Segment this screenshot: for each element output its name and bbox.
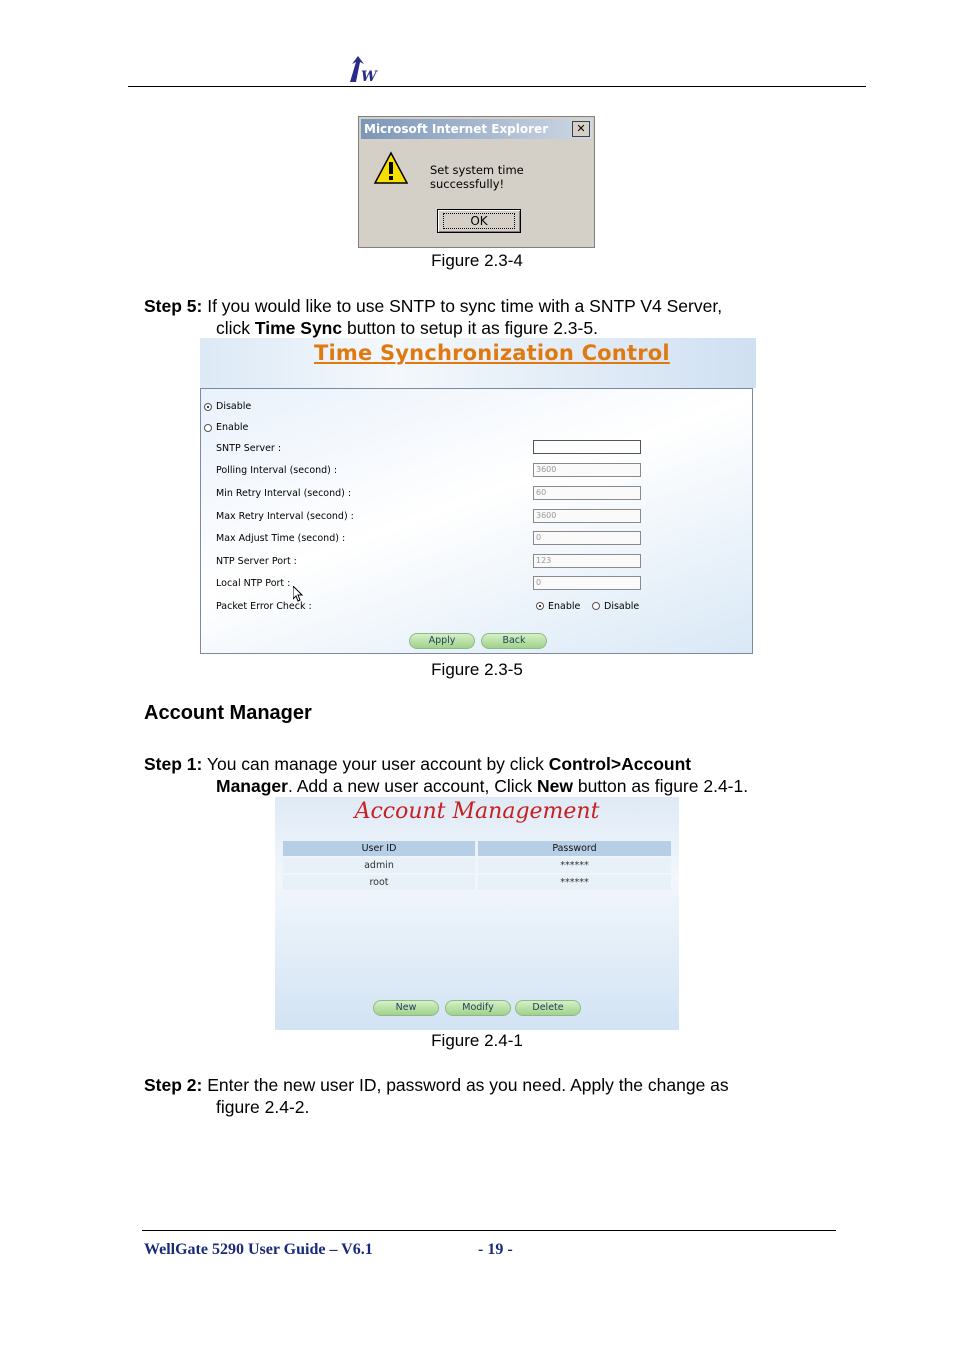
footer-rule: [142, 1230, 836, 1231]
apply-button[interactable]: Apply: [409, 633, 475, 649]
table-cell-pass[interactable]: ******: [478, 875, 671, 890]
ok-button[interactable]: [437, 209, 521, 233]
section-heading: Account Manager: [144, 702, 312, 724]
modify-button[interactable]: Modify: [445, 1000, 511, 1016]
table-cell-user[interactable]: root: [283, 875, 475, 890]
step5-paragraph: [144, 295, 844, 339]
header-rule: [128, 86, 866, 87]
ntp-server-port-input[interactable]: 123: [533, 554, 641, 568]
field-label: Max Retry Interval (second) :: [216, 511, 354, 522]
packet-disable-label: Disable: [604, 601, 640, 612]
step-text: button as figure 2.4-1.: [572, 776, 749, 796]
local-ntp-port-input[interactable]: 0: [533, 576, 641, 590]
dialog-message: Set system time successfully!: [430, 163, 524, 191]
step1-paragraph: [144, 753, 844, 797]
step-text: click: [216, 318, 255, 338]
table-cell-user[interactable]: admin: [283, 858, 475, 873]
step-label: Step 2:: [144, 1075, 203, 1095]
step-bold: Time Sync: [254, 318, 343, 338]
warning-icon: [373, 151, 409, 187]
wellgate-logo-icon: [348, 56, 380, 84]
ie-alert-dialog: [358, 116, 595, 248]
packet-error-label: Packet Error Check :: [216, 601, 312, 612]
step-label: Step 1:: [144, 754, 203, 774]
field-label: Max Adjust Time (second) :: [216, 533, 346, 544]
close-icon[interactable]: ✕: [572, 121, 590, 137]
time-sync-title: Time Synchronization Control: [314, 341, 670, 365]
time-sync-header: [200, 338, 756, 388]
dialog-title: Microsoft Internet Explorer: [364, 122, 549, 136]
field-label: Polling Interval (second) :: [216, 465, 338, 476]
field-label: SNTP Server :: [216, 443, 282, 454]
packet-disable-radio[interactable]: [592, 602, 600, 610]
new-button[interactable]: New: [373, 1000, 439, 1016]
account-management-title: Account Management: [354, 799, 600, 824]
step-label: Step 5:: [144, 296, 203, 316]
max-adjust-input[interactable]: 0: [533, 531, 641, 545]
step-text: You can manage your user account by click: [202, 754, 549, 774]
svg-text:W: W: [361, 69, 377, 84]
step-text: . Add a new user account, Click: [287, 776, 537, 796]
field-label: NTP Server Port :: [216, 556, 297, 567]
sntp-server-input[interactable]: [533, 440, 641, 454]
disable-label: Disable: [216, 401, 252, 412]
step-bold: Control>Account: [548, 754, 692, 774]
field-label: Min Retry Interval (second) :: [216, 488, 352, 499]
packet-enable-radio[interactable]: [536, 602, 544, 610]
step-bold: New: [537, 776, 573, 796]
step-text: button to setup it as figure 2.3-5.: [342, 318, 598, 338]
mouse-cursor-icon: [293, 586, 303, 602]
figure-caption: Figure 2.3-5: [431, 660, 523, 679]
enable-radio[interactable]: [204, 424, 212, 432]
step-text: If you would like to use SNTP to sync time with a SNTP V4 Server,: [202, 296, 723, 316]
account-management-panel: [275, 797, 679, 1030]
footer-guide-title: WellGate 5290 User Guide – V6.1: [144, 1241, 373, 1258]
enable-label: Enable: [216, 422, 249, 433]
step-bold: Manager: [216, 776, 288, 796]
dialog-titlebar: [361, 119, 592, 139]
table-cell-pass[interactable]: ******: [478, 858, 671, 873]
step2-paragraph: [144, 1074, 844, 1118]
polling-interval-input[interactable]: 3600: [533, 463, 641, 477]
column-header-user-id: User ID: [283, 841, 475, 856]
max-retry-input[interactable]: 3600: [533, 509, 641, 523]
time-sync-panel: [200, 388, 753, 654]
min-retry-input[interactable]: 60: [533, 486, 641, 500]
ok-label: OK: [443, 213, 514, 229]
disable-radio[interactable]: [204, 403, 212, 411]
step-text: figure 2.4-2.: [216, 1097, 310, 1117]
delete-button[interactable]: Delete: [515, 1000, 581, 1016]
column-header-password: Password: [478, 841, 671, 856]
packet-enable-label: Enable: [548, 601, 581, 612]
back-button[interactable]: Back: [481, 633, 547, 649]
step-text: Enter the new user ID, password as you need. Apply the change as: [202, 1075, 729, 1095]
field-label: Local NTP Port :: [216, 578, 291, 589]
figure-caption: Figure 2.4-1: [431, 1031, 523, 1050]
figure-caption: Figure 2.3-4: [431, 251, 523, 270]
footer-page-number: - 19 -: [478, 1241, 513, 1258]
